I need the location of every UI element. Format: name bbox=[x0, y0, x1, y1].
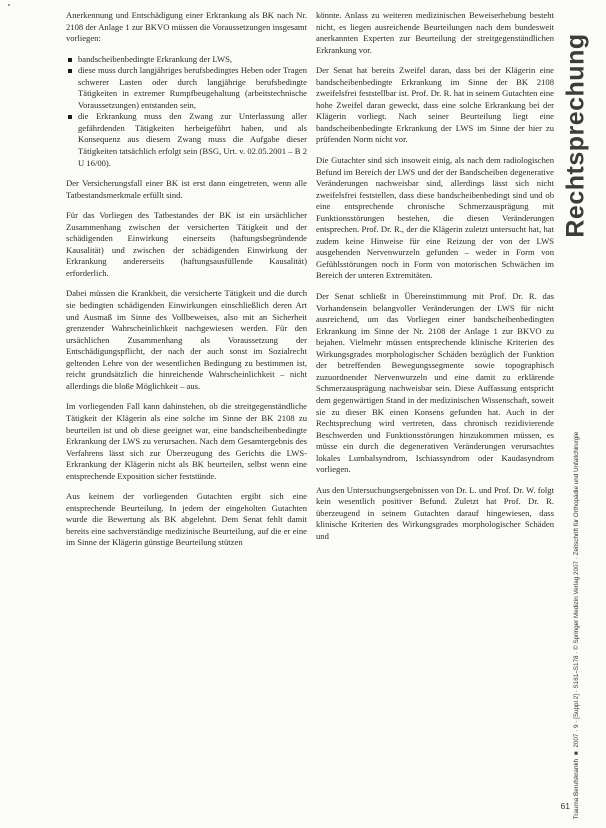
bullet-list bbox=[66, 54, 307, 169]
paragraph: könnte. Anlass zu weiteren medizinischen Beweiserhebung besteht nicht, es liegen ausreichende Beurteilungen nach dem bundesweit anerkannten Experten zur Beurteilung der streitgegenständlichen Erkrankung vor. bbox=[316, 10, 554, 55]
paragraph: Aus keinem der vorliegenden Gutachten ergibt sich eine entsprechende Beurteilung. In jedem der eingeholten Gutachten wurde die Bewertung als BK abgelehnt. Dem Senat fehlt damit bereits eine sachverständige medizinische Beurteilung, auf die er eine im Sinne der Klägerin günstige Beurteilung stützen bbox=[66, 491, 307, 548]
scan-artifact bbox=[8, 4, 10, 6]
journal-name: Trauma Berufskrankh bbox=[573, 758, 581, 819]
journal-citation bbox=[571, 430, 583, 820]
right-text-column bbox=[316, 10, 554, 552]
list-item: bandscheibenbedingte Erkrankung der LWS, bbox=[66, 54, 307, 66]
list-item: die Erkrankung muss den Zwang zur Unterlassung aller gefährdenden Tätigkeiten herbeigeführt haben, und als Konsequenz aus diesem Zwang muss die Aufgabe dieser Tätigkeiten tatsächlich erfolgt sein (BSG, Urt. v. 02.05.2001 – B 2 U 16/00). bbox=[66, 111, 307, 169]
paragraph: Der Senat schließt in Übereinstimmung mit Prof. Dr. R. das Vorhandensein belangvoller Veränderungen der LWS für nicht ausreichend, um das Vorliegen einer bandscheibenbedingten Erkrankung im Sinne der Nr. 2108 der Anlage 1 zur BKVO zu bejahen. Vielmehr müssen entsprechende klinische Kriterien des Wirkungsgrades morphologischer Schäden bezüglich der Funktion der betreffenden Bewegungssegmente sowie topographisch zuzuordnender Nervenwurzeln und eine damit zu erklärende Schmerzausprägung nachweisbar sein. Diese Auffassung entspricht dem gegenwärtigen Stand in der medizinischen Wissenschaft, soweit sie zu dieser BK einen Konsens gefunden hat. Auch in der Rechtsprechung wird vertreten, dass chronisch rezidivierende Beschwerden und Funktionsstörungen hinzukommen müssen, es müsse ein durch die degenerativen Veränderungen verursachtes lokales Lumbalsyndrom, Ischiassyndrom oder Kaudasyndrom vorliegen. bbox=[316, 291, 554, 475]
paragraph: Anerkennung und Entschädigung einer Erkrankung als BK nach Nr. 2108 der Anlage 1 zur BKVO müssen die Voraussetzungen insgesamt vorliegen: bbox=[66, 10, 307, 44]
page-number: 61 bbox=[560, 801, 570, 811]
section-title-tab bbox=[558, 20, 594, 250]
citation-text: 2007 · 9 · [Suppl 2] · S161–S178 · © Springer Medizin Verlag 2007 · Zeitschrift für Orthopädie und Unfallchirurgie bbox=[573, 431, 581, 748]
paragraph: Die Gutachter sind sich insoweit einig, als nach dem radiologischen Befund im Bereich der LWS und der der Bandscheiben degenerative Veränderungen nachweisbar sind, allerdings lässt sich nicht zweifelsfrei feststellen, dass diese bandscheibenbedingt sind und ob eine entsprechende chronische Schmerzausprägung mit Funktionsstörungen bestehen, die diesen Veränderungen entsprechen. Prof. Dr. R., der die Klägerin zuletzt untersucht hat, hat zudem keine Hinweise für eine Reizung der von der LWS ausgehenden Nervenwurzeln gefunden – weder in Form von Gefühlsstörungen noch in Form von motorischen Schwächen im Bereich der unteren Extremitäten. bbox=[316, 155, 554, 281]
paragraph: Dabei müssen die Krankheit, die versicherte Tätigkeit und die durch sie bedingten schädigenden Einwirkungen einschließlich deren Art und Ausmaß im Sinne des Vollbeweises, also mit an Sicherheit grenzender Wahrscheinlichkeit nachgewiesen werden. Für den ursächlichen Zusammenhang als Voraussetzung der Entschädigungspflicht, der nach der auch sonst im Sozialrecht geltenden Lehre von der wesentlichen Bedingung zu bestimmen ist, reicht grundsätzlich die hinreichende Wahrscheinlichkeit – nicht allerdings die bloße Möglichkeit – aus. bbox=[66, 288, 307, 391]
paragraph: Aus den Untersuchungsergebnissen von Dr. L. und Prof. Dr. W. folgt kein wesentlich positiver Befund. Zuletzt hat Prof. Dr. R. überzeugend in seinem Gutachten darauf hingewiesen, dass klinische Kriterien des Wirkungsgrades morphologischer Schäden und bbox=[316, 484, 554, 541]
paragraph: Der Senat hat bereits Zweifel daran, dass bei der Klägerin eine bandscheibenbedingte Erkrankung im Sinne der BK 2108 zweifelsfrei feststellbar ist. Prof. Dr. R. hat in seinem Gutachten eine hohe Zweifel daran geweckt, dass eine solche Erkrankung bei der Klägerin vorliegt. Nach seiner Beurteilung liegt eine bandscheibenbedingte Erkrankung der LWS im Sinne der hier zu prüfenden Norm nicht vor. bbox=[316, 65, 554, 145]
section-title: Rechtsprechung bbox=[561, 32, 590, 238]
paragraph: Im vorliegenden Fall kann dahinstehen, ob die streitgegenständliche Tätigkeit der Klägerin als eine solche im Sinne der BK 2108 zu beurteilen ist und ob diese geeignet war, eine bandscheibenbedingte Erkrankung der LWS zu verursachen. Nach dem Gesamtergebnis des Verfahrens lässt sich zur Überzeugung des Gerichts die LWS-Erkrankung der Klägerin nicht als BK beurteilen, selbst wenn eine entsprechende Exposition sicher feststünde. bbox=[66, 401, 307, 481]
paragraph: Für das Vorliegen des Tatbestandes der BK ist ein ursächlicher Zusammenhang zwischen der versicherten Tätigkeit und der schädigenden Einwirkung einerseits (haftungsbegründende Kausalität) und zwischen der schädigenden Einwirkung der Erkrankung andererseits (haftungsausfüllende Kausalität) erforderlich. bbox=[66, 210, 307, 278]
list-item: diese muss durch langjähriges berufsbedingtes Heben oder Tragen schwerer Lasten oder durch langjährige berufsbedingte Tätigkeiten in extremer Rumpfbeugehaltung (arbeitstechnische Voraussetzungen) entstanden sein, bbox=[66, 65, 307, 111]
citation-line bbox=[574, 431, 581, 818]
paragraph: Der Versicherungsfall einer BK ist erst dann eingetreten, wenn alle Tatbestandsmerkmale erfüllt sind. bbox=[66, 178, 307, 200]
left-text-column bbox=[66, 10, 307, 558]
citation-separator: ■ bbox=[573, 750, 581, 755]
